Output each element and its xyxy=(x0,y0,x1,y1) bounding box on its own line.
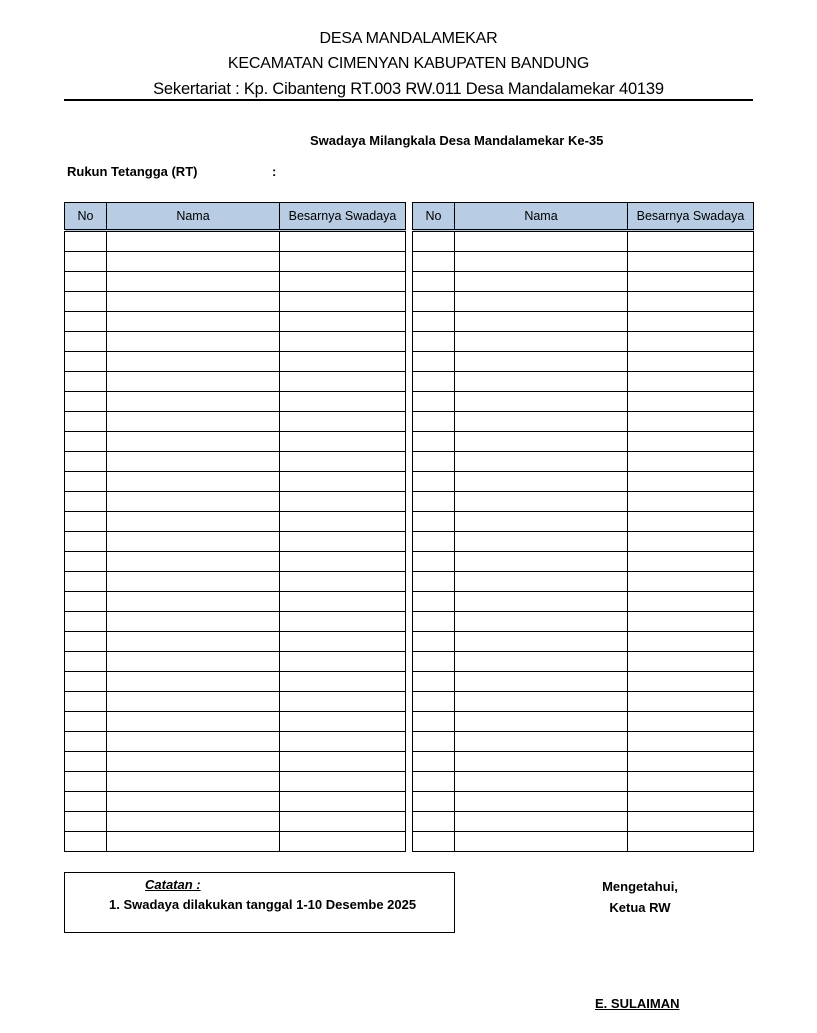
cell-nama[interactable] xyxy=(455,732,628,752)
district-name: KECAMATAN CIMENYAN KABUPATEN BANDUNG xyxy=(227,55,590,72)
table-row xyxy=(65,512,406,532)
cell-nama[interactable] xyxy=(455,492,628,512)
cell-no[interactable] xyxy=(65,632,107,652)
cell-besarnya-swadaya[interactable] xyxy=(628,492,754,512)
cell-nama[interactable] xyxy=(107,772,280,792)
cell-no[interactable] xyxy=(65,612,107,632)
cell-no[interactable] xyxy=(65,452,107,472)
cell-no[interactable] xyxy=(413,712,455,732)
column-header-besarnya-swadaya: Besarnya Swadaya xyxy=(280,203,406,231)
cell-besarnya-swadaya[interactable] xyxy=(280,652,406,672)
table-row xyxy=(65,552,406,572)
table-row xyxy=(413,332,754,352)
table-row xyxy=(413,231,754,252)
cell-besarnya-swadaya[interactable] xyxy=(280,752,406,772)
table-row xyxy=(65,652,406,672)
table-row xyxy=(413,352,754,372)
cell-besarnya-swadaya[interactable] xyxy=(280,352,406,372)
column-header-no: No xyxy=(413,203,455,231)
cell-nama[interactable] xyxy=(107,632,280,652)
table-row xyxy=(65,712,406,732)
cell-nama[interactable] xyxy=(107,832,280,852)
notes-box xyxy=(64,872,455,933)
table-row xyxy=(413,732,754,752)
cell-no[interactable] xyxy=(413,432,455,452)
cell-no[interactable] xyxy=(413,472,455,492)
cell-nama[interactable] xyxy=(107,412,280,432)
cell-no[interactable] xyxy=(65,572,107,592)
cell-no[interactable] xyxy=(413,672,455,692)
table-header-row xyxy=(65,203,406,231)
cell-besarnya-swadaya[interactable] xyxy=(628,292,754,312)
table-row xyxy=(413,592,754,612)
cell-nama[interactable] xyxy=(455,512,628,532)
cell-no[interactable] xyxy=(413,732,455,752)
cell-nama[interactable] xyxy=(107,712,280,732)
cell-no[interactable] xyxy=(65,792,107,812)
cell-besarnya-swadaya[interactable] xyxy=(628,592,754,612)
table-row xyxy=(65,432,406,452)
cell-besarnya-swadaya[interactable] xyxy=(628,552,754,572)
approval-acknowledged: Mengetahui, xyxy=(602,879,678,894)
cell-besarnya-swadaya[interactable] xyxy=(628,532,754,552)
table-row xyxy=(413,472,754,492)
cell-besarnya-swadaya[interactable] xyxy=(628,472,754,492)
table-row xyxy=(413,252,754,272)
cell-nama[interactable] xyxy=(107,292,280,312)
cell-besarnya-swadaya[interactable] xyxy=(628,652,754,672)
table-row xyxy=(413,532,754,552)
cell-nama[interactable] xyxy=(107,472,280,492)
cell-nama[interactable] xyxy=(107,372,280,392)
cell-nama[interactable] xyxy=(455,532,628,552)
cell-besarnya-swadaya[interactable] xyxy=(280,252,406,272)
cell-no[interactable] xyxy=(65,231,107,252)
cell-no[interactable] xyxy=(413,492,455,512)
column-header-no: No xyxy=(65,203,107,231)
table-row xyxy=(65,812,406,832)
cell-nama[interactable] xyxy=(107,592,280,612)
cell-no[interactable] xyxy=(65,512,107,532)
cell-besarnya-swadaya[interactable] xyxy=(628,672,754,692)
cell-nama[interactable] xyxy=(107,812,280,832)
cell-besarnya-swadaya[interactable] xyxy=(628,512,754,532)
contribution-table-left xyxy=(64,202,406,852)
cell-besarnya-swadaya[interactable] xyxy=(280,532,406,552)
column-header-nama: Nama xyxy=(455,203,628,231)
cell-no[interactable] xyxy=(65,672,107,692)
cell-nama[interactable] xyxy=(455,312,628,332)
cell-no[interactable] xyxy=(413,532,455,552)
table-row xyxy=(65,792,406,812)
table-row xyxy=(413,432,754,452)
cell-besarnya-swadaya[interactable] xyxy=(628,312,754,332)
cell-no[interactable] xyxy=(413,652,455,672)
cell-nama[interactable] xyxy=(107,732,280,752)
cell-besarnya-swadaya[interactable] xyxy=(280,672,406,692)
cell-besarnya-swadaya[interactable] xyxy=(628,452,754,472)
table-row xyxy=(65,332,406,352)
table-row xyxy=(65,612,406,632)
table-row xyxy=(65,752,406,772)
notes-item: 1. Swadaya dilakukan tanggal 1-10 Desembe 2025 xyxy=(109,897,417,912)
cell-no[interactable] xyxy=(413,372,455,392)
cell-besarnya-swadaya[interactable] xyxy=(628,792,754,812)
cell-nama[interactable] xyxy=(455,272,628,292)
cell-no[interactable] xyxy=(65,472,107,492)
cell-no[interactable] xyxy=(413,632,455,652)
cell-no[interactable] xyxy=(413,612,455,632)
table-row xyxy=(65,492,406,512)
document-title: Swadaya Milangkala Desa Mandalamekar Ke-35 xyxy=(310,133,604,148)
cell-besarnya-swadaya[interactable] xyxy=(628,692,754,712)
cell-besarnya-swadaya[interactable] xyxy=(280,712,406,732)
table-row xyxy=(65,412,406,432)
cell-no[interactable] xyxy=(413,231,455,252)
table-row xyxy=(65,772,406,792)
cell-besarnya-swadaya[interactable] xyxy=(280,512,406,532)
table-row xyxy=(65,532,406,552)
cell-besarnya-swadaya[interactable] xyxy=(628,812,754,832)
cell-nama[interactable] xyxy=(107,612,280,632)
village-name: DESA MANDALAMEKAR xyxy=(319,30,498,47)
cell-nama[interactable] xyxy=(107,392,280,412)
cell-besarnya-swadaya[interactable] xyxy=(280,312,406,332)
table-row xyxy=(65,592,406,612)
table-row xyxy=(413,512,754,532)
cell-besarnya-swadaya[interactable] xyxy=(280,432,406,452)
cell-no[interactable] xyxy=(413,452,455,472)
cell-besarnya-swadaya[interactable] xyxy=(628,612,754,632)
cell-nama[interactable] xyxy=(455,452,628,472)
cell-no[interactable] xyxy=(65,312,107,332)
cell-no[interactable] xyxy=(413,292,455,312)
cell-nama[interactable] xyxy=(455,752,628,772)
cell-nama[interactable] xyxy=(455,612,628,632)
cell-no[interactable] xyxy=(413,552,455,572)
cell-nama[interactable] xyxy=(455,432,628,452)
cell-no[interactable] xyxy=(65,532,107,552)
cell-nama[interactable] xyxy=(455,392,628,412)
table-row xyxy=(65,472,406,492)
rt-label: Rukun Tetangga (RT) xyxy=(67,164,198,179)
table-row xyxy=(65,372,406,392)
table-row xyxy=(413,492,754,512)
cell-no[interactable] xyxy=(413,832,455,852)
table-row xyxy=(65,672,406,692)
cell-nama[interactable] xyxy=(455,812,628,832)
cell-besarnya-swadaya[interactable] xyxy=(280,412,406,432)
table-row xyxy=(413,752,754,772)
table-row xyxy=(413,612,754,632)
cell-no[interactable] xyxy=(65,292,107,312)
column-header-nama: Nama xyxy=(107,203,280,231)
cell-no[interactable] xyxy=(65,392,107,412)
cell-besarnya-swadaya[interactable] xyxy=(280,792,406,812)
cell-nama[interactable] xyxy=(455,372,628,392)
cell-no[interactable] xyxy=(65,252,107,272)
cell-nama[interactable] xyxy=(455,332,628,352)
cell-nama[interactable] xyxy=(455,572,628,592)
cell-besarnya-swadaya[interactable] xyxy=(628,752,754,772)
cell-no[interactable] xyxy=(413,812,455,832)
cell-besarnya-swadaya[interactable] xyxy=(628,772,754,792)
cell-nama[interactable] xyxy=(455,652,628,672)
contribution-table-right xyxy=(412,202,754,852)
table-row xyxy=(413,452,754,472)
cell-no[interactable] xyxy=(413,272,455,292)
cell-nama[interactable] xyxy=(107,231,280,252)
cell-no[interactable] xyxy=(413,772,455,792)
table-row xyxy=(413,412,754,432)
cell-besarnya-swadaya[interactable] xyxy=(280,552,406,572)
cell-no[interactable] xyxy=(65,432,107,452)
cell-nama[interactable] xyxy=(107,572,280,592)
cell-besarnya-swadaya[interactable] xyxy=(280,472,406,492)
cell-no[interactable] xyxy=(65,492,107,512)
table-row xyxy=(413,292,754,312)
cell-besarnya-swadaya[interactable] xyxy=(628,412,754,432)
cell-besarnya-swadaya[interactable] xyxy=(280,372,406,392)
approval-block xyxy=(560,876,720,918)
cell-no[interactable] xyxy=(413,252,455,272)
cell-nama[interactable] xyxy=(107,692,280,712)
cell-no[interactable] xyxy=(65,772,107,792)
table-row xyxy=(413,692,754,712)
cell-nama[interactable] xyxy=(455,472,628,492)
cell-nama[interactable] xyxy=(107,492,280,512)
table-row xyxy=(413,812,754,832)
table-row xyxy=(413,792,754,812)
cell-besarnya-swadaya[interactable] xyxy=(280,592,406,612)
cell-no[interactable] xyxy=(413,692,455,712)
cell-nama[interactable] xyxy=(107,512,280,532)
rt-separator: : xyxy=(272,164,277,179)
cell-nama[interactable] xyxy=(455,672,628,692)
cell-besarnya-swadaya[interactable] xyxy=(280,572,406,592)
table-row xyxy=(65,252,406,272)
cell-besarnya-swadaya[interactable] xyxy=(628,272,754,292)
cell-no[interactable] xyxy=(65,372,107,392)
table-row xyxy=(413,632,754,652)
table-row xyxy=(65,732,406,752)
signer-name: E. SULAIMAN xyxy=(595,996,680,1011)
table-row xyxy=(413,392,754,412)
cell-besarnya-swadaya[interactable] xyxy=(280,772,406,792)
table-row xyxy=(65,632,406,652)
cell-nama[interactable] xyxy=(107,532,280,552)
table-row xyxy=(65,452,406,472)
table-row xyxy=(413,372,754,392)
cell-besarnya-swadaya[interactable] xyxy=(628,252,754,272)
cell-besarnya-swadaya[interactable] xyxy=(280,632,406,652)
cell-no[interactable] xyxy=(413,312,455,332)
cell-no[interactable] xyxy=(65,832,107,852)
cell-nama[interactable] xyxy=(107,352,280,372)
cell-no[interactable] xyxy=(65,272,107,292)
cell-nama[interactable] xyxy=(107,452,280,472)
cell-no[interactable] xyxy=(413,392,455,412)
secretariat-address: Sekertariat : Kp. Cibanteng RT.003 RW.011 Desa Mandalamekar 40139 xyxy=(153,80,664,98)
cell-nama[interactable] xyxy=(455,692,628,712)
cell-besarnya-swadaya[interactable] xyxy=(280,392,406,412)
column-header-besarnya-swadaya: Besarnya Swadaya xyxy=(628,203,754,231)
table-row xyxy=(413,712,754,732)
cell-nama[interactable] xyxy=(455,632,628,652)
header-divider xyxy=(64,99,753,101)
table-row xyxy=(65,572,406,592)
cell-nama[interactable] xyxy=(107,312,280,332)
cell-nama[interactable] xyxy=(455,832,628,852)
cell-no[interactable] xyxy=(65,692,107,712)
cell-besarnya-swadaya[interactable] xyxy=(628,572,754,592)
cell-besarnya-swadaya[interactable] xyxy=(628,231,754,252)
cell-nama[interactable] xyxy=(107,792,280,812)
cell-no[interactable] xyxy=(65,712,107,732)
cell-nama[interactable] xyxy=(455,252,628,272)
cell-no[interactable] xyxy=(413,412,455,432)
cell-nama[interactable] xyxy=(107,332,280,352)
cell-nama[interactable] xyxy=(455,412,628,432)
cell-no[interactable] xyxy=(65,552,107,572)
cell-no[interactable] xyxy=(413,792,455,812)
approval-role: Ketua RW xyxy=(609,900,671,915)
cell-no[interactable] xyxy=(413,512,455,532)
cell-besarnya-swadaya[interactable] xyxy=(628,832,754,852)
cell-no[interactable] xyxy=(65,412,107,432)
cell-besarnya-swadaya[interactable] xyxy=(628,632,754,652)
cell-nama[interactable] xyxy=(107,652,280,672)
cell-nama[interactable] xyxy=(455,712,628,732)
cell-no[interactable] xyxy=(413,332,455,352)
cell-besarnya-swadaya[interactable] xyxy=(628,372,754,392)
cell-nama[interactable] xyxy=(107,672,280,692)
table-row xyxy=(413,832,754,852)
cell-nama[interactable] xyxy=(107,552,280,572)
table-row xyxy=(65,272,406,292)
table-row xyxy=(413,672,754,692)
cell-besarnya-swadaya[interactable] xyxy=(280,732,406,752)
cell-besarnya-swadaya[interactable] xyxy=(280,292,406,312)
table-header-row xyxy=(413,203,754,231)
cell-no[interactable] xyxy=(413,752,455,772)
table-body-left xyxy=(65,231,406,852)
cell-no[interactable] xyxy=(65,732,107,752)
cell-no[interactable] xyxy=(413,592,455,612)
cell-no[interactable] xyxy=(65,592,107,612)
table-row xyxy=(65,292,406,312)
cell-no[interactable] xyxy=(65,812,107,832)
cell-nama[interactable] xyxy=(107,252,280,272)
cell-nama[interactable] xyxy=(455,552,628,572)
table-row xyxy=(413,772,754,792)
cell-nama[interactable] xyxy=(455,592,628,612)
table-row xyxy=(413,652,754,672)
cell-besarnya-swadaya[interactable] xyxy=(280,832,406,852)
cell-nama[interactable] xyxy=(455,352,628,372)
table-body-right xyxy=(413,231,754,852)
cell-besarnya-swadaya[interactable] xyxy=(628,732,754,752)
cell-no[interactable] xyxy=(65,352,107,372)
cell-besarnya-swadaya[interactable] xyxy=(628,392,754,412)
table-row xyxy=(65,312,406,332)
cell-besarnya-swadaya[interactable] xyxy=(628,332,754,352)
cell-no[interactable] xyxy=(413,352,455,372)
cell-besarnya-swadaya[interactable] xyxy=(280,231,406,252)
cell-besarnya-swadaya[interactable] xyxy=(280,452,406,472)
cell-nama[interactable] xyxy=(107,752,280,772)
cell-besarnya-swadaya[interactable] xyxy=(280,612,406,632)
cell-nama[interactable] xyxy=(455,231,628,252)
cell-besarnya-swadaya[interactable] xyxy=(280,812,406,832)
cell-nama[interactable] xyxy=(455,772,628,792)
cell-nama[interactable] xyxy=(455,792,628,812)
cell-nama[interactable] xyxy=(455,292,628,312)
table-row xyxy=(413,312,754,332)
cell-no[interactable] xyxy=(65,752,107,772)
cell-no[interactable] xyxy=(65,332,107,352)
cell-no[interactable] xyxy=(65,652,107,672)
cell-nama[interactable] xyxy=(107,272,280,292)
table-row xyxy=(65,352,406,372)
cell-besarnya-swadaya[interactable] xyxy=(628,432,754,452)
notes-title: Catatan : xyxy=(145,877,201,892)
cell-besarnya-swadaya[interactable] xyxy=(280,692,406,712)
table-row xyxy=(65,231,406,252)
table-row xyxy=(65,832,406,852)
cell-besarnya-swadaya[interactable] xyxy=(280,272,406,292)
table-row xyxy=(413,272,754,292)
table-row xyxy=(413,552,754,572)
table-row xyxy=(65,392,406,412)
table-row xyxy=(65,692,406,712)
table-row xyxy=(413,572,754,592)
cell-besarnya-swadaya[interactable] xyxy=(628,712,754,732)
cell-besarnya-swadaya[interactable] xyxy=(280,492,406,512)
cell-besarnya-swadaya[interactable] xyxy=(628,352,754,372)
cell-no[interactable] xyxy=(413,572,455,592)
cell-besarnya-swadaya[interactable] xyxy=(280,332,406,352)
cell-nama[interactable] xyxy=(107,432,280,452)
